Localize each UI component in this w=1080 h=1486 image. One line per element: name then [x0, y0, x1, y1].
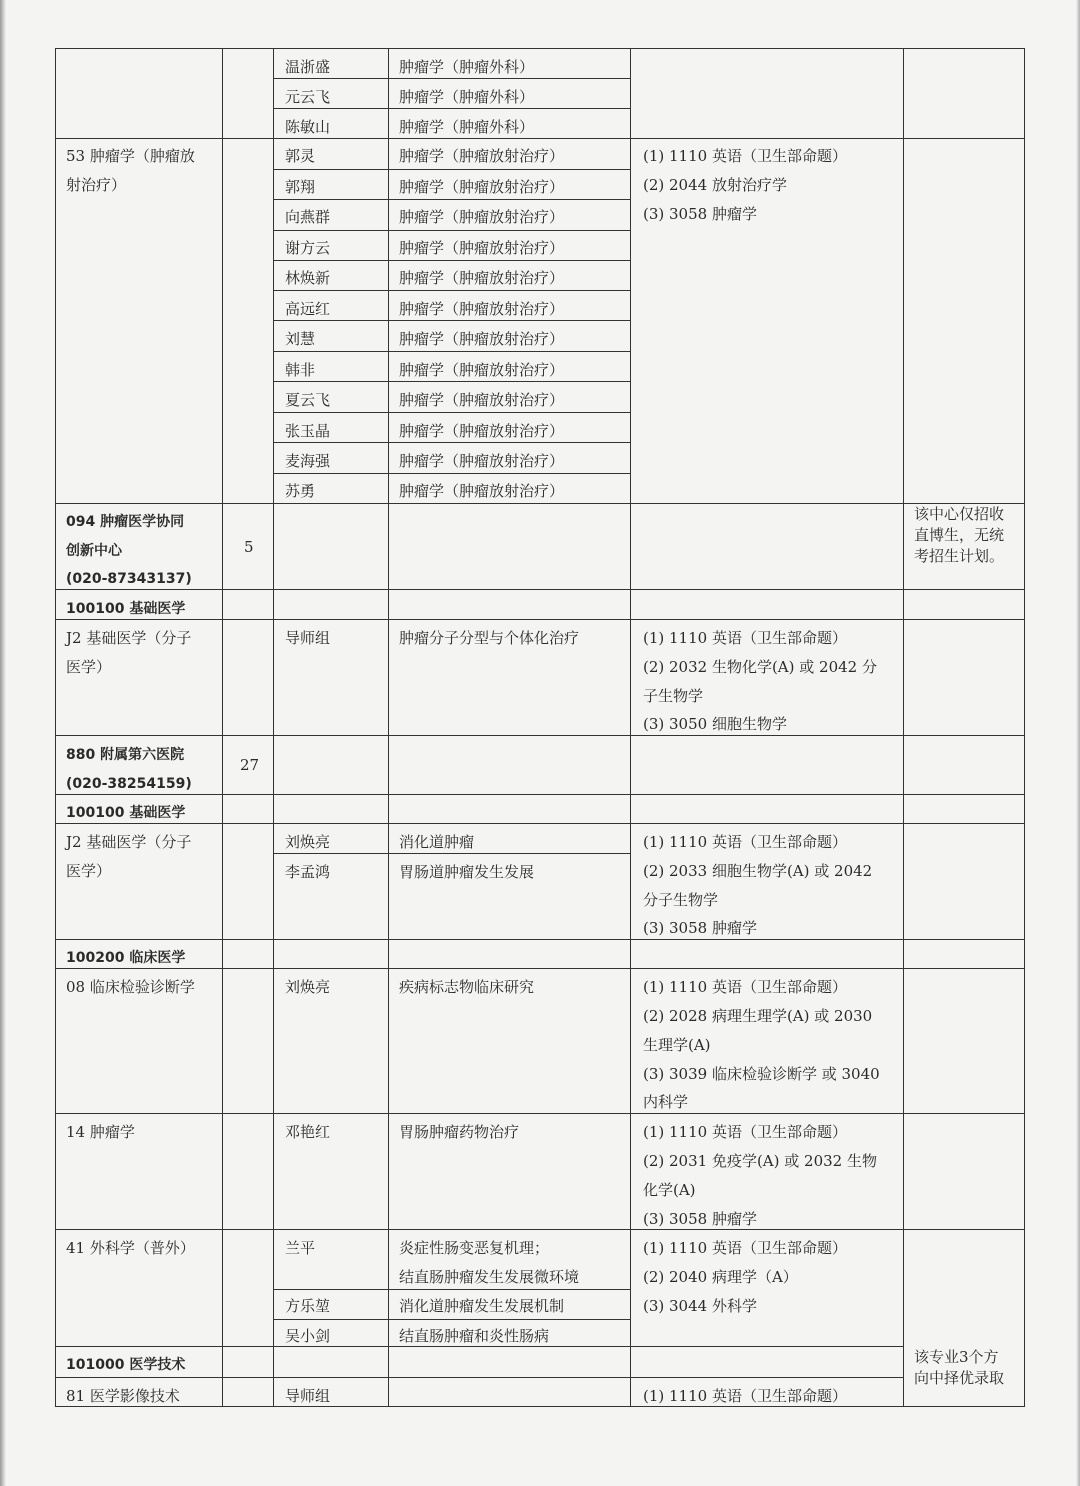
advisor-name: 张玉晶 — [285, 422, 331, 440]
page-edge-shadow-right — [1076, 0, 1080, 1486]
major-name: J2 基础医学（分子 — [66, 833, 192, 851]
unit-name: 880 附属第六医院 — [66, 747, 185, 763]
exam-subject: (3) 3058 肿瘤学 — [643, 205, 757, 223]
major-name: 81 医学影像技术 — [66, 1387, 180, 1405]
major-name: J2 基础医学（分子 — [66, 629, 192, 647]
remark: 该专业3个方 — [914, 1348, 999, 1366]
exam-subject: (2) 2032 生物化学(A) 或 2042 分 — [643, 658, 877, 676]
exam-subject: (3) 3050 细胞生物学 — [643, 715, 787, 733]
major-name: 53 肿瘤学（肿瘤放 — [66, 147, 195, 165]
advisor-name: 苏勇 — [285, 482, 316, 500]
exam-subject: (1) 1110 英语（卫生部命题） — [643, 147, 847, 165]
exam-subject: (3) 3044 外科学 — [643, 1297, 757, 1315]
advisor-name: 郭灵 — [285, 147, 316, 165]
exam-subject-cont: 内科学 — [643, 1093, 689, 1111]
advisor-name: 导师组 — [285, 1387, 331, 1405]
advisor-name: 谢方云 — [285, 239, 331, 257]
exam-subject: (3) 3058 肿瘤学 — [643, 919, 757, 937]
exam-subject: (1) 1110 英语（卫生部命题） — [643, 833, 847, 851]
advisor-name: 陈敏山 — [285, 118, 331, 136]
advisor-name: 林焕新 — [285, 269, 331, 287]
major-name: 14 肿瘤学 — [66, 1123, 135, 1141]
exam-subject: (1) 1110 英语（卫生部命题） — [643, 1239, 847, 1257]
research-direction: 肿瘤学（肿瘤放射治疗） — [399, 178, 565, 196]
research-direction: 肿瘤学（肿瘤放射治疗） — [399, 330, 565, 348]
advisor-name: 方乐堃 — [285, 1297, 331, 1315]
advisor-name: 夏云飞 — [285, 391, 331, 409]
research-direction: 肿瘤学（肿瘤放射治疗） — [399, 269, 565, 287]
exam-subject: (2) 2028 病理生理学(A) 或 2030 — [643, 1007, 873, 1025]
research-direction: 消化道肿瘤发生发展机制 — [399, 1297, 565, 1315]
exam-subject: (3) 3058 肿瘤学 — [643, 1210, 757, 1228]
research-direction: 肿瘤学（肿瘤放射治疗） — [399, 239, 565, 257]
remark: 直博生，无统 — [914, 526, 1005, 544]
enrollment-quota: 27 — [240, 756, 260, 774]
exam-subject-cont: 分子生物学 — [643, 891, 719, 909]
section-title: 100200 临床医学 — [66, 950, 186, 966]
research-direction: 肿瘤学（肿瘤放射治疗） — [399, 147, 565, 165]
research-direction: 肿瘤学（肿瘤外科） — [399, 88, 535, 106]
major-name-cont: 医学） — [66, 658, 112, 676]
advisor-name: 刘慧 — [285, 330, 316, 348]
research-direction: 肿瘤学（肿瘤放射治疗） — [399, 452, 565, 470]
research-direction: 肿瘤学（肿瘤放射治疗） — [399, 208, 565, 226]
major-name: 08 临床检验诊断学 — [66, 978, 195, 996]
advisor-name: 兰平 — [285, 1239, 316, 1257]
research-direction: 肿瘤学（肿瘤外科） — [399, 58, 535, 76]
advisor-name: 邓艳红 — [285, 1123, 331, 1141]
research-direction: 结直肠肿瘤和炎性肠病 — [399, 1327, 550, 1345]
advisor-name: 麦海强 — [285, 452, 331, 470]
unit-phone: (020-38254159) — [66, 776, 192, 792]
remark: 向中择优录取 — [914, 1369, 1005, 1387]
exam-subject: (1) 1110 英语（卫生部命题） — [643, 1123, 847, 1141]
research-direction: 肿瘤学（肿瘤放射治疗） — [399, 422, 565, 440]
research-direction: 肿瘤学（肿瘤放射治疗） — [399, 391, 565, 409]
research-direction: 肿瘤学（肿瘤放射治疗） — [399, 300, 565, 318]
exam-subject: (3) 3039 临床检验诊断学 或 3040 — [643, 1065, 880, 1083]
advisor-name: 韩非 — [285, 361, 316, 379]
section-title: 100100 基础医学 — [66, 805, 186, 821]
exam-subject: (2) 2040 病理学（A） — [643, 1268, 798, 1286]
research-direction: 炎症性肠变恶复机理； — [399, 1239, 550, 1257]
remark: 该中心仅招收 — [914, 505, 1005, 523]
research-direction: 胃肠道肿瘤发生发展 — [399, 863, 535, 881]
unit-phone: (020-87343137) — [66, 571, 192, 587]
advisor-name: 吴小剑 — [285, 1327, 331, 1345]
unit-name: 094 肿瘤医学协同 — [66, 514, 185, 530]
research-direction: 结直肠肿瘤发生发展微环境 — [399, 1268, 580, 1286]
advisor-name: 向燕群 — [285, 208, 331, 226]
exam-subject-cont: 化学(A) — [643, 1181, 696, 1199]
advisor-name: 郭翔 — [285, 178, 316, 196]
exam-subject-cont: 生理学(A) — [643, 1036, 711, 1054]
research-direction: 肿瘤学（肿瘤放射治疗） — [399, 482, 565, 500]
research-direction: 肿瘤分子分型与个体化治疗 — [399, 629, 580, 647]
exam-subject: (2) 2031 免疫学(A) 或 2032 生物 — [643, 1152, 877, 1170]
remark: 考招生计划。 — [914, 547, 1005, 565]
exam-subject: (1) 1110 英语（卫生部命题） — [643, 1387, 847, 1405]
unit-name-cont: 创新中心 — [66, 543, 122, 559]
advisor-name: 温浙盛 — [285, 58, 331, 76]
page-edge-shadow-left — [0, 0, 6, 1486]
exam-subject-cont: 子生物学 — [643, 687, 704, 705]
advisor-name: 刘焕亮 — [285, 833, 331, 851]
exam-subject: (1) 1110 英语（卫生部命题） — [643, 978, 847, 996]
research-direction: 消化道肿瘤 — [399, 833, 475, 851]
section-title: 100100 基础医学 — [66, 601, 186, 617]
section-title: 101000 医学技术 — [66, 1357, 186, 1373]
research-direction: 疾病标志物临床研究 — [399, 978, 535, 996]
advisor-name: 高远红 — [285, 300, 331, 318]
major-name-cont: 医学） — [66, 862, 112, 880]
major-name-cont: 射治疗） — [66, 176, 127, 194]
exam-subject: (2) 2044 放射治疗学 — [643, 176, 787, 194]
research-direction: 肿瘤学（肿瘤外科） — [399, 118, 535, 136]
exam-subject: (1) 1110 英语（卫生部命题） — [643, 629, 847, 647]
research-direction: 肿瘤学（肿瘤放射治疗） — [399, 361, 565, 379]
enrollment-quota: 5 — [244, 538, 254, 556]
research-direction: 胃肠肿瘤药物治疗 — [399, 1123, 520, 1141]
advisor-name: 李孟鸿 — [285, 863, 331, 881]
exam-subject: (2) 2033 细胞生物学(A) 或 2042 — [643, 862, 873, 880]
advisor-name: 元云飞 — [285, 88, 331, 106]
advisor-name: 刘焕亮 — [285, 978, 331, 996]
major-name: 41 外科学（普外） — [66, 1239, 195, 1257]
advisor-name: 导师组 — [285, 629, 331, 647]
